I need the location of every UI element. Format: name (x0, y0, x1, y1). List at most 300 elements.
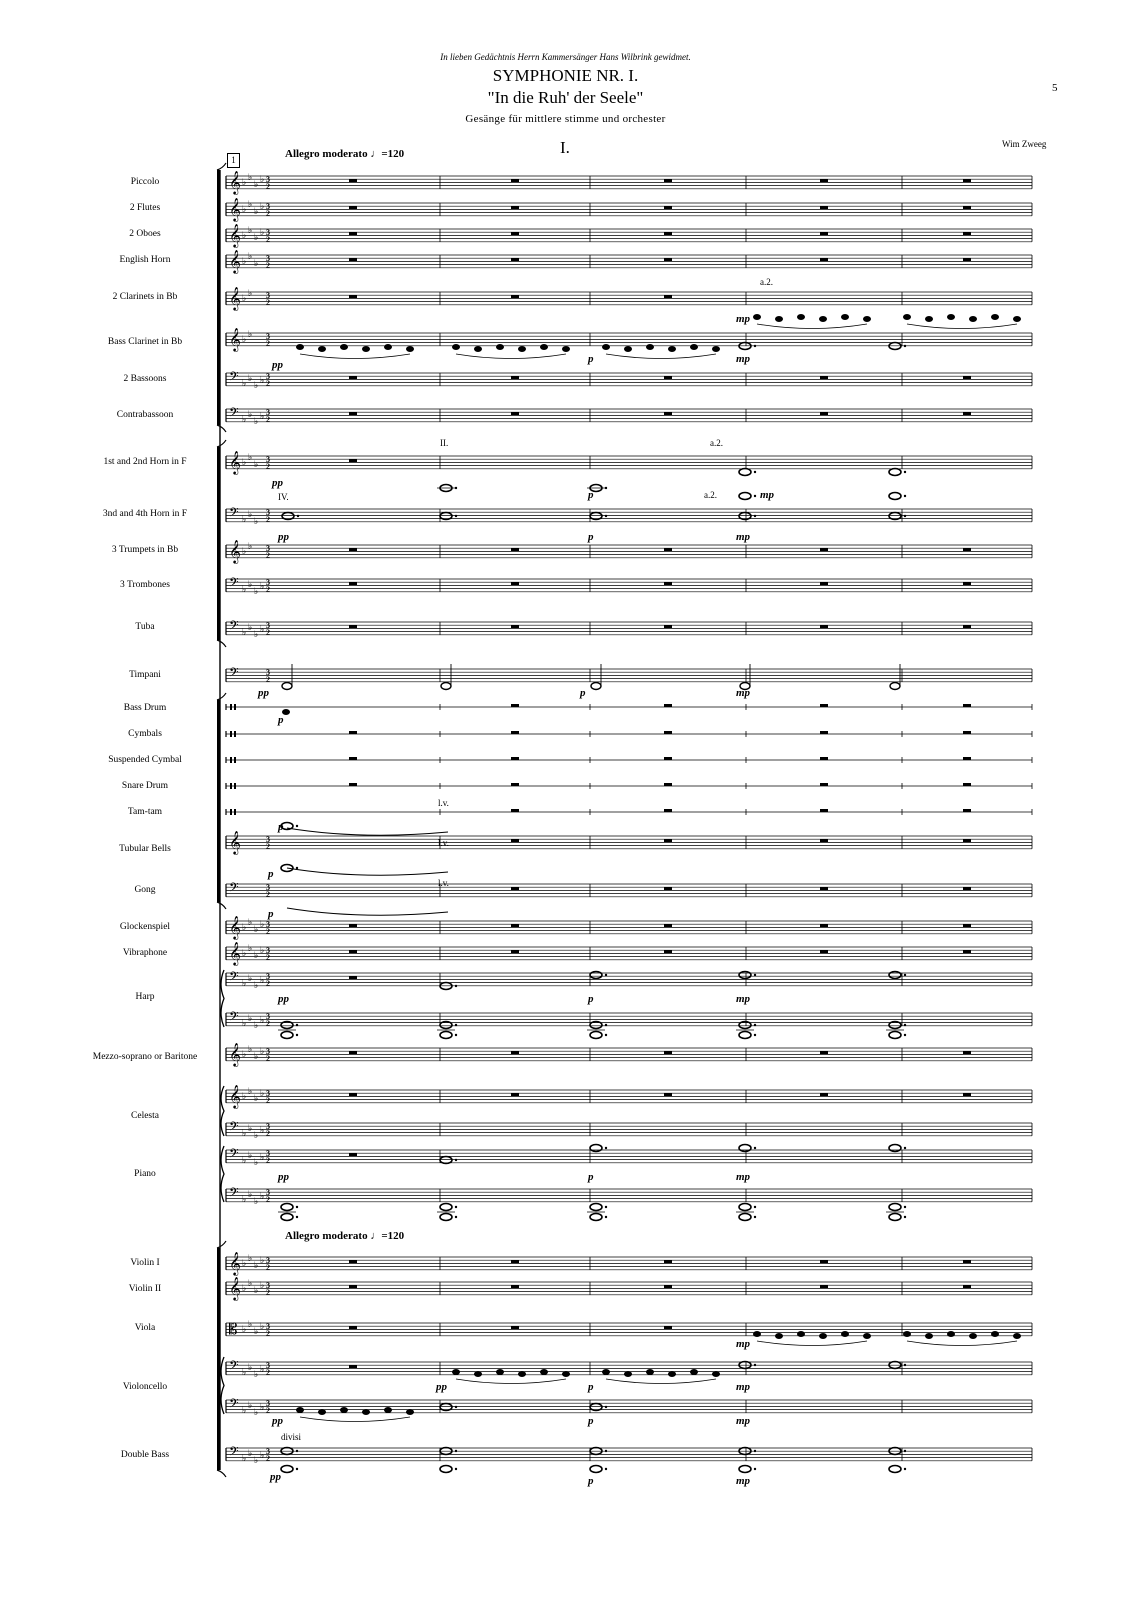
flat-icon: ♭ (254, 417, 259, 427)
whole-rest (664, 206, 672, 209)
flat-icon: ♭ (254, 1408, 259, 1418)
eighth-note (540, 344, 548, 350)
bracket-hook (217, 1241, 226, 1248)
time-signature: 3 (266, 1012, 270, 1021)
whole-rest (963, 206, 971, 209)
whole-rest (820, 582, 828, 585)
staff (226, 1251, 1032, 1276)
percussion-clef-icon (230, 809, 232, 815)
whole-rest (664, 295, 672, 298)
time-signature: 2 (266, 1288, 270, 1297)
dot (754, 1147, 756, 1149)
flat-icon: ♭ (248, 510, 253, 520)
tie (287, 828, 448, 835)
time-signature: 3 (266, 972, 270, 981)
whole-rest (664, 1093, 672, 1096)
dynamic-marking: mp (760, 489, 775, 501)
whole-rest (511, 232, 519, 235)
percussion-clef-icon (230, 757, 232, 763)
dot (904, 471, 906, 473)
dynamic-marking: pp (272, 1415, 283, 1427)
whole-note (440, 1032, 452, 1039)
whole-rest (820, 179, 828, 182)
piano-note (590, 1145, 602, 1152)
staff (226, 369, 1032, 391)
whole-rest (820, 887, 828, 890)
whole-rest (963, 887, 971, 890)
whole-rest (963, 258, 971, 261)
flat-icon: ♭ (242, 1368, 247, 1378)
flat-icon: ♭ (242, 379, 247, 389)
treble-clef-icon: 𝄞 (229, 197, 241, 221)
staff (226, 539, 1032, 564)
treble-clef-icon: 𝄞 (229, 915, 241, 939)
lv-marking: l.v. (438, 798, 449, 808)
whole-note (281, 1214, 293, 1221)
instrument-label: Mezzo-soprano or Baritone (92, 1052, 198, 1062)
dynamic-marking: pp (272, 477, 283, 489)
time-signature: 3 (266, 1361, 270, 1370)
whole-rest (820, 548, 828, 551)
whole-rest (664, 1326, 672, 1329)
bass-clef-icon: 𝄢 (229, 1444, 239, 1462)
dynamic-marking: p (588, 353, 594, 365)
time-signature: 3 (266, 1122, 270, 1131)
alto-clef-icon: 𝄡 (229, 1320, 238, 1338)
time-signature: 3 (266, 544, 270, 553)
whole-rest (349, 924, 357, 927)
time-signature: 2 (266, 1195, 270, 1204)
bass-clef-icon: 𝄢 (229, 969, 239, 987)
whole-rest (963, 704, 971, 707)
half-note (890, 683, 900, 690)
whole-rest (511, 704, 519, 707)
flat-icon: ♭ (260, 1153, 265, 1163)
bracket-hook (217, 440, 226, 447)
slur (300, 354, 410, 359)
time-signature: 2 (266, 379, 270, 388)
time-signature: 3 (266, 668, 270, 677)
slur (606, 1379, 716, 1384)
dot (904, 495, 906, 497)
staff (226, 665, 1032, 684)
quarter-note (318, 1409, 326, 1415)
staff (226, 286, 1032, 311)
staff (226, 249, 1032, 274)
instrument-label: Contrabassoon (116, 410, 174, 420)
time-signature: 2 (266, 235, 270, 244)
instrument-label: Cymbals (128, 729, 162, 739)
flat-icon: ♭ (254, 630, 259, 640)
percussion-clef-icon (234, 809, 236, 815)
whole-rest (664, 179, 672, 182)
flat-icon: ♭ (254, 259, 259, 269)
flat-icon: ♭ (242, 257, 247, 267)
time-signature: 2 (266, 675, 270, 684)
dot (605, 1206, 607, 1208)
time-signature: 2 (266, 1129, 270, 1138)
flat-icon: ♭ (254, 517, 259, 527)
eighth-note (863, 316, 871, 322)
flat-icon: ♭ (242, 1156, 247, 1166)
dot (754, 1206, 756, 1208)
harp-note (739, 972, 751, 979)
time-signature: 3 (266, 228, 270, 237)
whole-rest (511, 1051, 519, 1054)
dot (904, 1024, 906, 1026)
dot (455, 1159, 457, 1161)
dot (455, 985, 457, 987)
dot (605, 1450, 607, 1452)
harp-note (590, 972, 602, 979)
time-signature: 2 (266, 515, 270, 524)
eighth-note (969, 316, 977, 322)
group-bracket (217, 447, 220, 640)
staff (226, 830, 1032, 855)
staff (226, 1396, 1032, 1418)
tempo-text: Allegro moderato (285, 148, 368, 160)
flat-icon: ♭ (248, 173, 253, 183)
flat-icon: ♭ (242, 979, 247, 989)
score-subsubtitle: Gesänge für mittlere stimme und orchester (465, 113, 666, 125)
treble-clef-icon: 𝄞 (229, 1251, 241, 1275)
time-signature: 2 (266, 209, 270, 218)
flat-icon: ♭ (254, 1286, 259, 1296)
flat-icon: ♭ (260, 625, 265, 635)
flat-icon: ♭ (260, 1403, 265, 1413)
dot (904, 1216, 906, 1218)
quarter-note (775, 1333, 783, 1339)
eighth-note (668, 346, 676, 352)
divisi-marking: divisi (281, 1432, 302, 1442)
whole-rest (511, 625, 519, 628)
instrument-label: Viola (134, 1323, 156, 1333)
eighth-note (496, 344, 504, 350)
dynamic-marking: mp (736, 1415, 751, 1427)
whole-rest (511, 839, 519, 842)
quarter-note (624, 1371, 632, 1377)
whole-note (739, 469, 751, 476)
staff (226, 969, 1032, 991)
brace (221, 970, 224, 1027)
staff (226, 575, 1032, 597)
tempo-value: =120 (381, 1230, 405, 1242)
whole-rest (820, 376, 828, 379)
flat-icon: ♭ (248, 944, 253, 954)
whole-rest (349, 1093, 357, 1096)
whole-rest (511, 1093, 519, 1096)
whole-note (590, 1214, 602, 1221)
time-signature: 2 (266, 890, 270, 899)
whole-rest (664, 731, 672, 734)
whole-rest (511, 295, 519, 298)
flat-icon: ♭ (260, 376, 265, 386)
staff (226, 1009, 1032, 1031)
treble-clef-icon: 𝄞 (229, 539, 241, 563)
time-signature: 3 (266, 1149, 270, 1158)
eighth-note (474, 346, 482, 352)
whole-rest (664, 1051, 672, 1054)
treble-clef-icon: 𝄞 (229, 1042, 241, 1066)
quarter-note (947, 1331, 955, 1337)
whole-rest (963, 1093, 971, 1096)
whole-rest (349, 1153, 357, 1156)
instrument-label: 3 Trombones (120, 580, 170, 590)
whole-rest (963, 582, 971, 585)
dot (455, 1206, 457, 1208)
instrument-label: 2 Bassoons (123, 374, 167, 384)
dynamic-marking: p (580, 687, 586, 699)
whole-rest (963, 625, 971, 628)
dot (296, 1450, 298, 1452)
whole-note (739, 1204, 751, 1211)
whole-note (281, 1204, 293, 1211)
horn-iv-marking: IV. (278, 492, 289, 502)
flat-icon: ♭ (248, 1124, 253, 1134)
flat-icon: ♭ (254, 207, 259, 217)
dot (455, 1468, 457, 1470)
eighth-note (362, 346, 370, 352)
instrument-label: Violin I (130, 1258, 160, 1268)
flat-icon: ♭ (242, 415, 247, 425)
bass-clef-icon: 𝄢 (229, 405, 239, 423)
eighth-note (991, 314, 999, 320)
eighth-note (384, 344, 392, 350)
whole-rest (664, 704, 672, 707)
dot (754, 1034, 756, 1036)
flat-icon: ♭ (254, 1370, 259, 1380)
instrument-label: Bass Drum (123, 703, 167, 713)
quarter-note (690, 1369, 698, 1375)
eighth-note (903, 314, 911, 320)
flat-icon: ♭ (254, 1327, 259, 1337)
bass-clef-icon: 𝄢 (229, 665, 239, 683)
bracket-hook (217, 902, 226, 909)
dot (296, 1216, 298, 1218)
flat-icon: ♭ (248, 410, 253, 420)
dynamic-marking: pp (278, 1171, 289, 1183)
dynamic-marking: mp (736, 531, 751, 543)
whole-rest (664, 376, 672, 379)
flat-icon: ♭ (254, 233, 259, 243)
dynamic-marking: pp (270, 1471, 281, 1483)
dot (904, 1034, 906, 1036)
instrument-label: 3nd and 4th Horn in F (102, 509, 188, 519)
percussion-clef-icon (234, 757, 236, 763)
dot (904, 1364, 906, 1366)
eighth-note (925, 316, 933, 322)
dynamic-marking: pp (258, 687, 269, 699)
score-subtitle: "In die Ruh' der Seele" (487, 88, 644, 107)
whole-rest (349, 1326, 357, 1329)
flat-icon: ♭ (260, 946, 265, 956)
eighth-note (690, 344, 698, 350)
flat-icon: ♭ (254, 1131, 259, 1141)
flat-icon: ♭ (242, 628, 247, 638)
whole-rest (511, 924, 519, 927)
whole-rest (511, 1326, 519, 1329)
quarter-note (496, 1369, 504, 1375)
flat-icon: ♭ (242, 1092, 247, 1102)
time-signature: 3 (266, 508, 270, 517)
whole-rest (349, 376, 357, 379)
whole-rest (963, 924, 971, 927)
time-signature: 3 (266, 1399, 270, 1408)
instrument-label: Snare Drum (121, 781, 169, 791)
staff (226, 170, 1032, 195)
time-signature: 3 (266, 1047, 270, 1056)
instrument-label: 2 Flutes (129, 203, 161, 213)
quarter-note (340, 1407, 348, 1413)
whole-rest (349, 625, 357, 628)
flat-icon: ♭ (260, 1256, 265, 1266)
whole-note (739, 1466, 751, 1473)
treble-clef-icon: 𝄞 (229, 286, 241, 310)
flat-icon: ♭ (248, 918, 253, 928)
instrument-label: Violoncello (122, 1382, 168, 1392)
dot (754, 974, 756, 976)
flat-icon: ♭ (260, 920, 265, 930)
flat-icon: ♭ (254, 587, 259, 597)
bracket-hook (217, 640, 226, 647)
bracket-hook (217, 693, 226, 700)
dot (904, 1206, 906, 1208)
flat-icon: ♭ (248, 1045, 253, 1055)
instrument-label: 2 Clarinets in Bb (112, 292, 178, 302)
dot (455, 1216, 457, 1218)
instrument-label: Timpani (129, 670, 161, 680)
whole-rest (349, 976, 357, 979)
whole-rest (820, 839, 828, 842)
whole-rest (664, 548, 672, 551)
a2-marking: a.2. (710, 438, 723, 448)
dot (904, 345, 906, 347)
dynamic-marking: p (588, 1381, 594, 1393)
flat-icon: ♭ (254, 381, 259, 391)
bracket-hook (217, 1470, 226, 1477)
instrument-label: Piano (134, 1169, 156, 1179)
time-signature: 3 (266, 372, 270, 381)
whole-rest (820, 731, 828, 734)
tempo-value: =120 (381, 148, 405, 160)
dynamic-marking: pp (278, 531, 289, 543)
whole-rest (664, 625, 672, 628)
whole-rest (664, 839, 672, 842)
staff (226, 809, 1032, 815)
time-signature: 2 (266, 842, 270, 851)
dynamic-marking: p (588, 489, 594, 501)
whole-note (889, 1214, 901, 1221)
whole-rest (349, 232, 357, 235)
slur (757, 1341, 867, 1346)
rehearsal-mark: 1 (227, 153, 240, 168)
dot (904, 1147, 906, 1149)
lv-marking: l.v. (438, 838, 449, 848)
instrument-label: Suspended Cymbal (108, 755, 182, 765)
time-signature: 3 (266, 1281, 270, 1290)
instrument-label: English Horn (119, 255, 171, 265)
whole-rest (963, 548, 971, 551)
instrument-label: Double Bass (120, 1450, 170, 1460)
dot (754, 471, 756, 473)
dot (296, 1024, 298, 1026)
quarter-note (562, 1371, 570, 1377)
flat-icon: ♭ (248, 623, 253, 633)
treble-clef-icon: 𝄞 (229, 1084, 241, 1108)
quarter-note (452, 1369, 460, 1375)
flat-icon: ♭ (242, 1129, 247, 1139)
whole-rest (349, 1260, 357, 1263)
slur (907, 324, 1017, 329)
whole-rest (820, 232, 828, 235)
staff (226, 505, 1032, 527)
quarter-note (668, 1371, 676, 1377)
quarter-note (903, 1331, 911, 1337)
staff (226, 1320, 1032, 1338)
time-signature: 3 (266, 1188, 270, 1197)
whole-note (440, 1466, 452, 1473)
flat-icon: ♭ (248, 1363, 253, 1373)
flat-icon: ♭ (248, 1279, 253, 1289)
dot (605, 974, 607, 976)
horn-ii-marking: II. (440, 438, 449, 448)
staff (226, 1444, 1032, 1466)
flat-icon: ♭ (248, 226, 253, 236)
dot (904, 974, 906, 976)
dot (605, 487, 607, 489)
time-signature: 3 (266, 946, 270, 955)
bass-clef-icon: 𝄢 (229, 1009, 239, 1027)
a2-marking: a.2. (704, 490, 717, 500)
whole-note (889, 493, 901, 500)
dot (455, 487, 457, 489)
flat-icon: ♭ (260, 976, 265, 986)
slur (757, 324, 867, 329)
time-signature: 2 (266, 1054, 270, 1063)
slur (606, 354, 716, 359)
a2-marking: a.2. (760, 277, 773, 287)
staff (226, 757, 1032, 763)
flat-icon: ♭ (260, 1192, 265, 1202)
flat-icon: ♭ (242, 547, 247, 557)
whole-rest (664, 783, 672, 786)
time-signature: 2 (266, 298, 270, 307)
staff (226, 941, 1032, 966)
eighth-note (841, 314, 849, 320)
flat-icon: ♭ (254, 1197, 259, 1207)
time-signature: 2 (266, 628, 270, 637)
time-signature: 3 (266, 920, 270, 929)
whole-rest (349, 548, 357, 551)
flat-icon: ♭ (260, 1126, 265, 1136)
whole-rest (349, 731, 357, 734)
whole-rest (511, 950, 519, 953)
time-signature: 3 (266, 254, 270, 263)
treble-clef-icon: 𝄞 (229, 170, 241, 194)
dot (754, 1024, 756, 1026)
whole-rest (349, 179, 357, 182)
whole-rest (820, 1051, 828, 1054)
quarter-note (863, 1333, 871, 1339)
dot (455, 515, 457, 517)
dedication: In lieben Gedächtnis Herrn Kammersänger Hans Wilbrink gewidmet. (440, 52, 691, 62)
tempo-text: Allegro moderato (285, 1230, 368, 1242)
flat-icon: ♭ (260, 1016, 265, 1026)
flat-icon: ♭ (242, 1259, 247, 1269)
dot (296, 1034, 298, 1036)
time-signature: 2 (266, 462, 270, 471)
whole-rest (511, 809, 519, 812)
